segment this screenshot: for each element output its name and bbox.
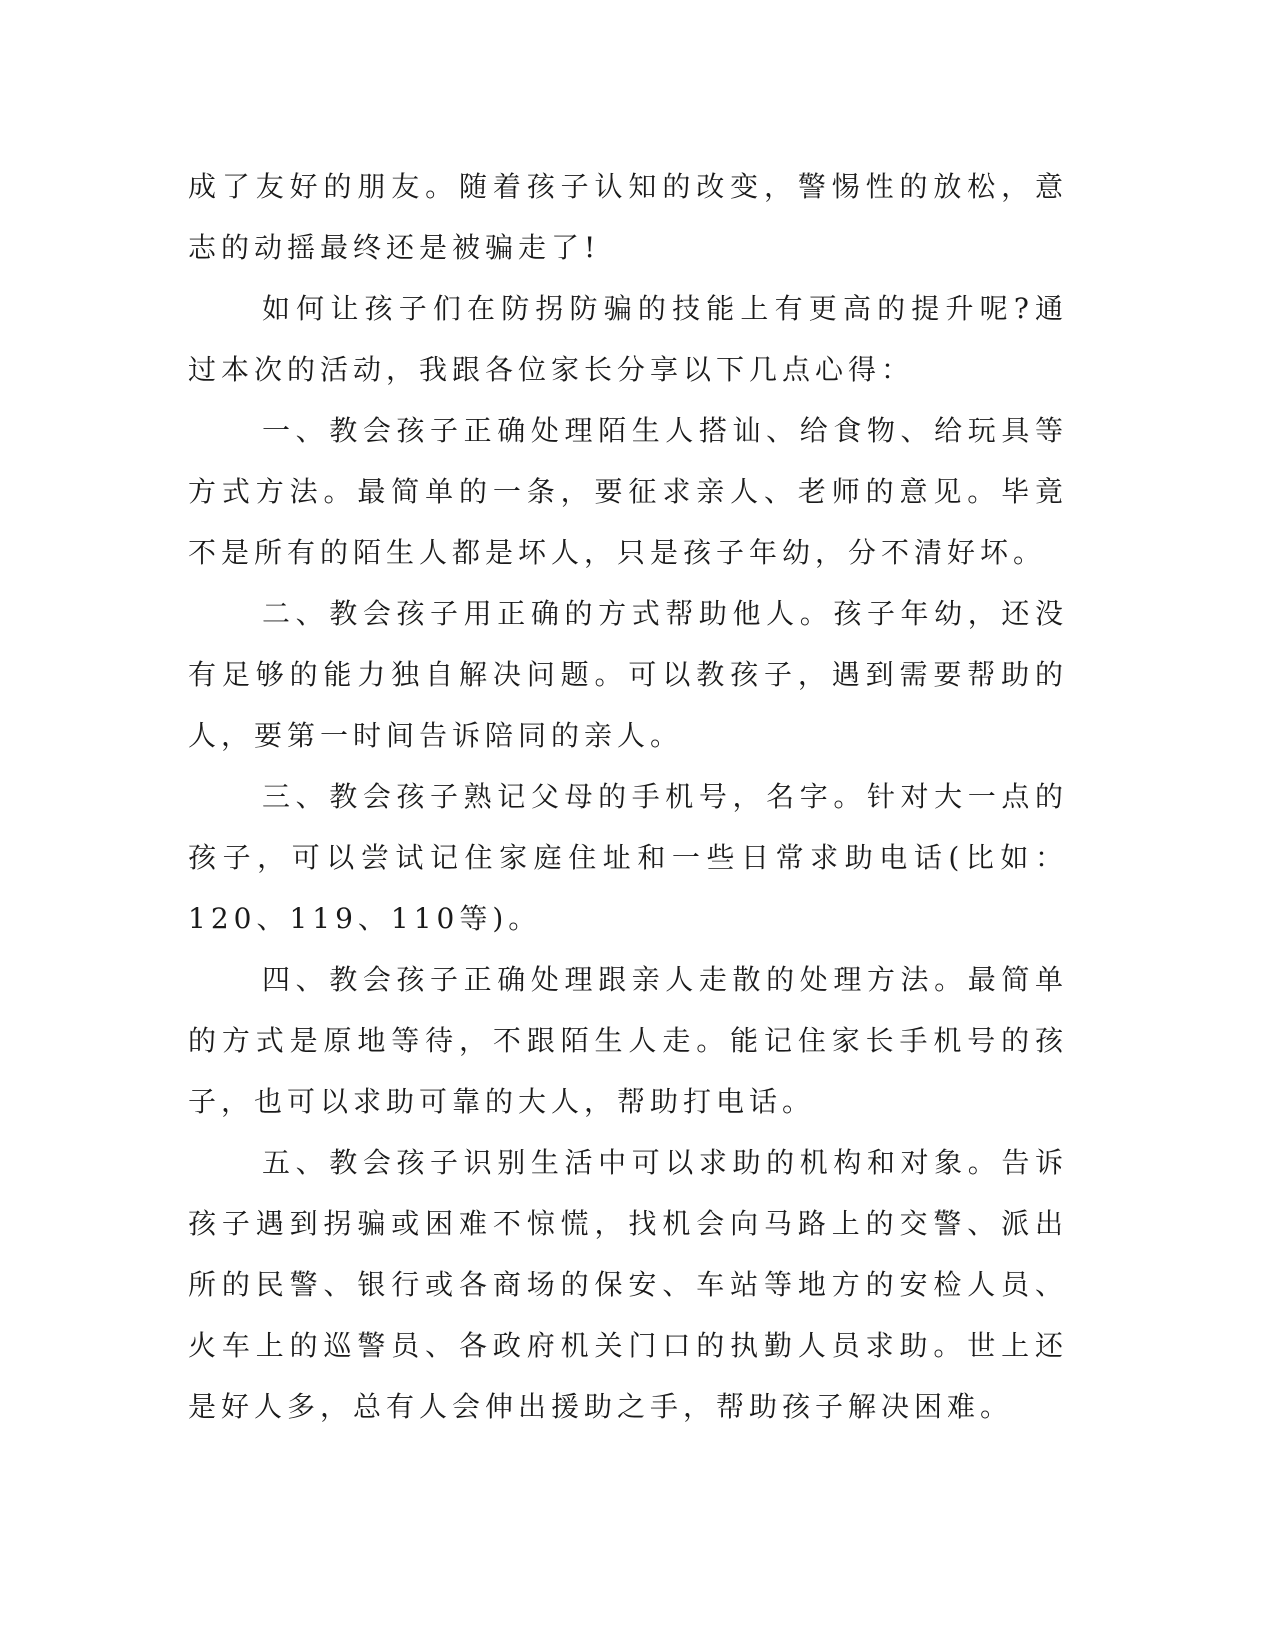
paragraph-intro-question: 如何让孩子们在防拐防骗的技能上有更高的提升呢?通过本次的活动，我跟各位家长分享以下几点心得：	[188, 292, 1068, 386]
paragraph-point-1: 一、教会孩子正确处理陌生人搭讪、给食物、给玩具等方式方法。最简单的一条，要征求亲人、老师的意见。毕竟不是所有的陌生人都是坏人，只是孩子年幼，分不清好坏。	[188, 414, 1068, 569]
paragraph-point-5: 五、教会孩子识别生活中可以求助的机构和对象。告诉孩子遇到拐骗或困难不惊慌，找机会向马路上的交警、派出所的民警、银行或各商场的保安、车站等地方的安检人员、火车上的巡警员、各政府机关门口的执勤人员求助。世上还是好人多，总有人会伸出援助之手，帮助孩子解决困难。	[188, 1146, 1068, 1423]
document-body	[188, 156, 1068, 1437]
paragraph-point-4: 四、教会孩子正确处理跟亲人走散的处理方法。最简单的方式是原地等待，不跟陌生人走。能记住家长手机号的孩子，也可以求助可靠的大人，帮助打电话。	[188, 963, 1068, 1118]
paragraph-continuation: 成了友好的朋友。随着孩子认知的改变，警惕性的放松，意志的动摇最终还是被骗走了!	[188, 170, 1068, 264]
paragraph-point-3: 三、教会孩子熟记父母的手机号，名字。针对大一点的孩子，可以尝试记住家庭住址和一些日常求助电话(比如：120、119、110等)。	[188, 780, 1068, 935]
paragraph-point-2: 二、教会孩子用正确的方式帮助他人。孩子年幼，还没有足够的能力独自解决问题。可以教孩子，遇到需要帮助的人，要第一时间告诉陪同的亲人。	[188, 597, 1068, 752]
